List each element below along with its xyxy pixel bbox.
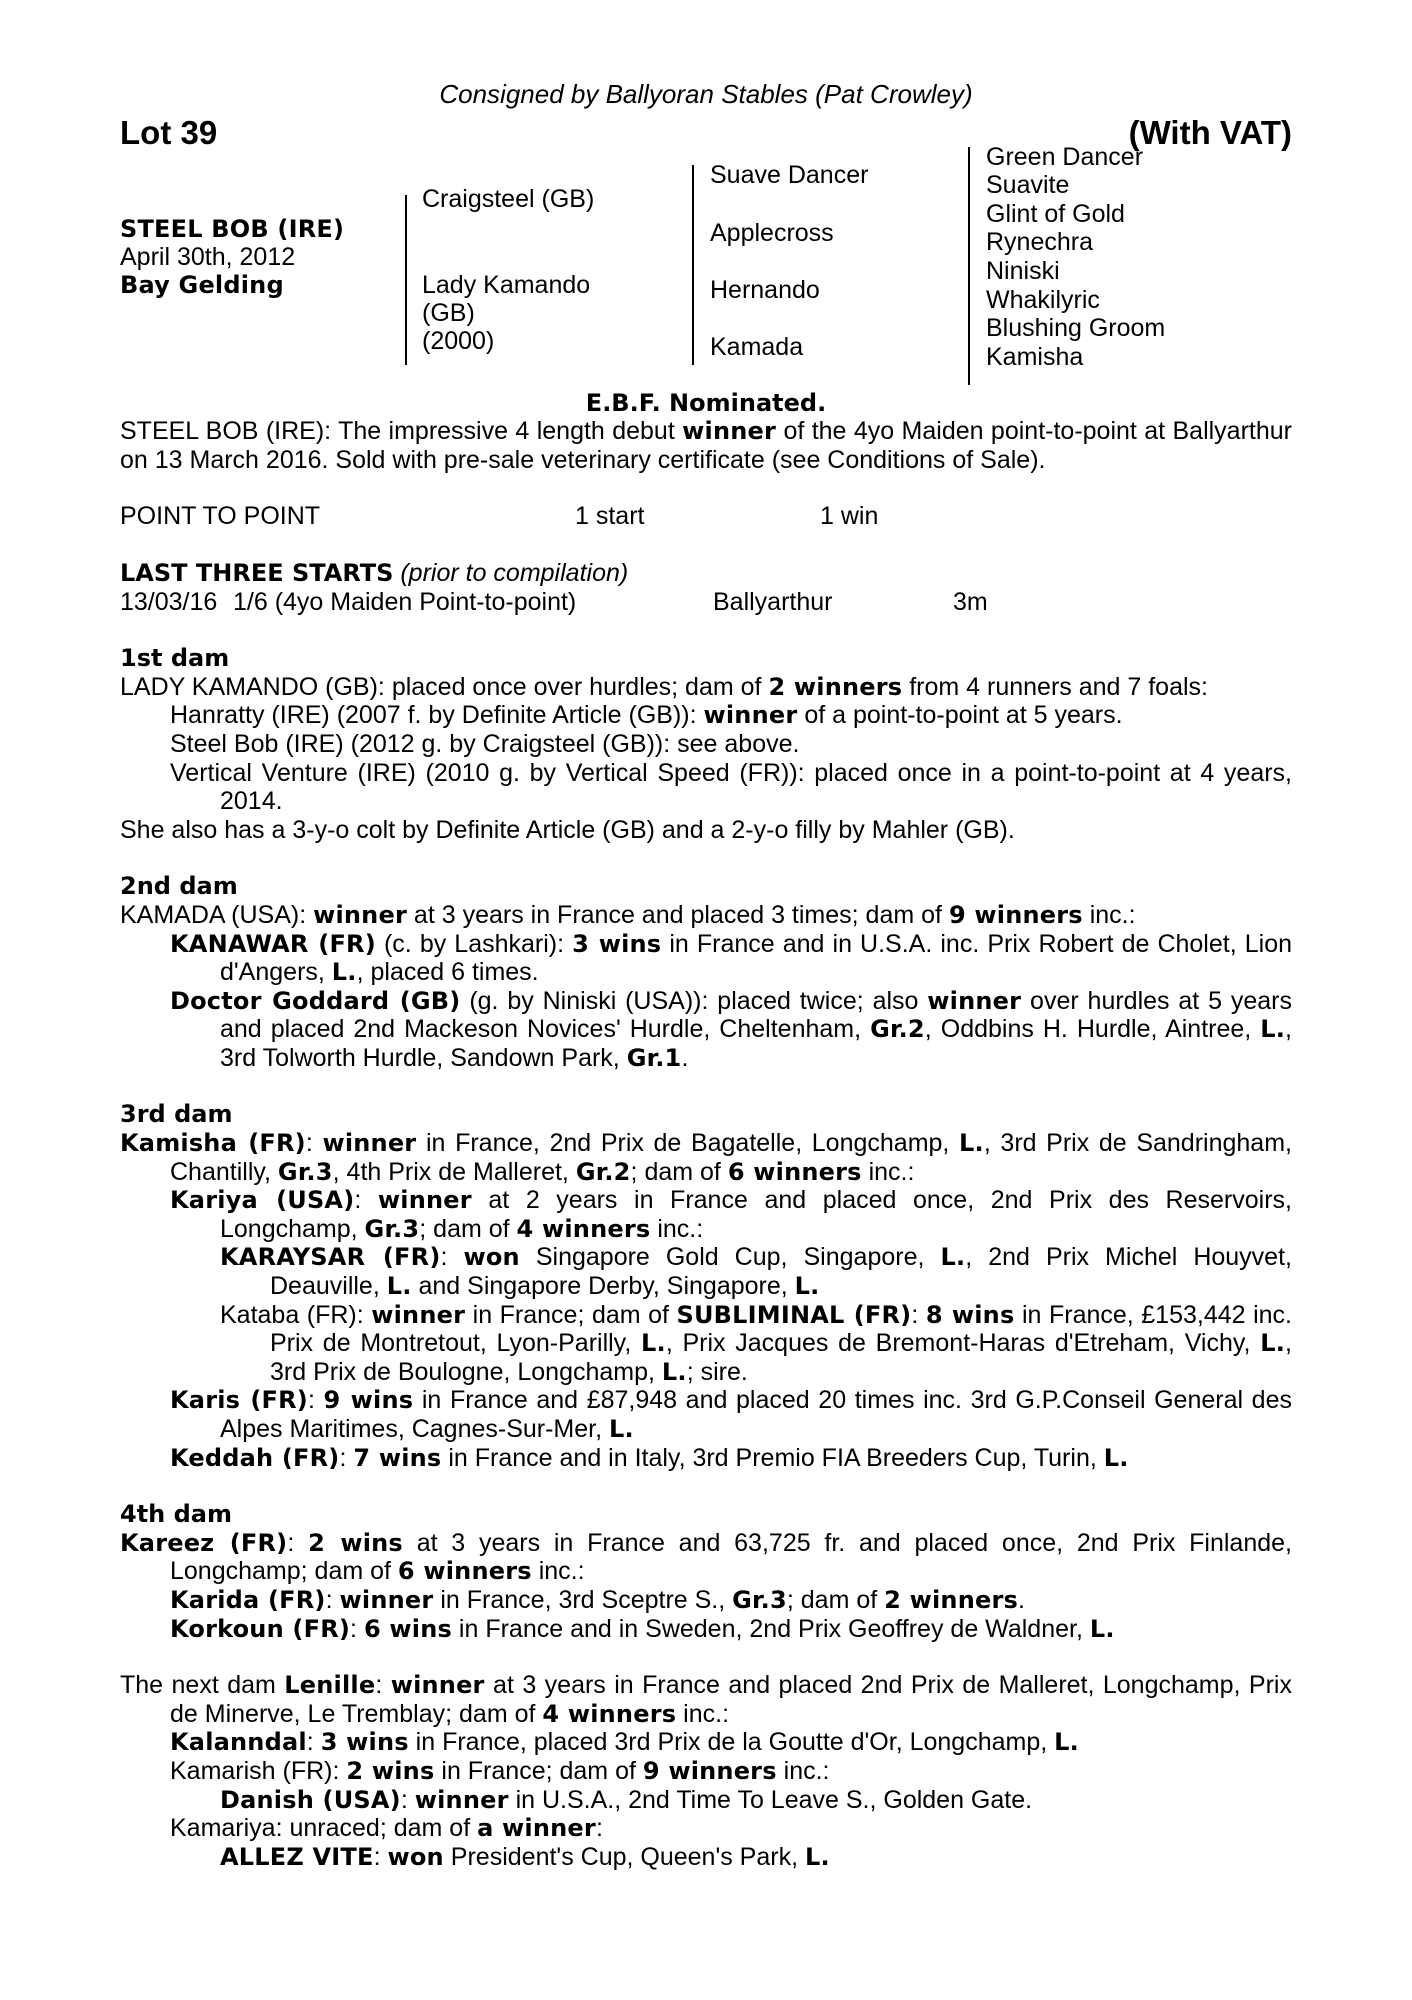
horse-dob: April 30th, 2012 bbox=[120, 242, 296, 271]
lot-number: Lot 39 bbox=[120, 113, 218, 151]
offspring-kamarish: Kamarish (FR): 2 wins in France; dam of 9 winners inc.: bbox=[170, 1756, 830, 1785]
ebf-nominated: E.B.F. Nominated. bbox=[585, 388, 827, 417]
fourth-dam-line: Kareez (FR): 2 wins at 3 years in France and 63,725 fr. and placed once, 2nd Prix Finlande, Longchamp; dam of 6 winners inc.: bbox=[120, 1528, 1292, 1586]
ggs-1: Green Dancer bbox=[986, 142, 1144, 171]
offspring-hanratty: Hanratty (IRE) (2007 f. by Definite Article (GB)): winner of a point-to-point at 5 years. bbox=[170, 701, 1123, 730]
start-date: 13/03/16 bbox=[120, 587, 218, 616]
ggs-5: Niniski bbox=[986, 256, 1060, 285]
catalogue-page bbox=[120, 80, 1292, 1871]
ptp-starts: 1 start bbox=[575, 502, 645, 531]
pedigree-gs4: Kamada bbox=[710, 332, 804, 361]
second-dam-heading: 2nd dam bbox=[120, 872, 238, 901]
first-dam-also: She also has a 3-y-o colt by Definite Article (GB) and a 2-y-o filly by Mahler (GB). bbox=[120, 815, 1015, 844]
offspring-karida: Karida (FR): winner in France, 3rd Sceptre S., Gr.3; dam of 2 winners. bbox=[170, 1585, 1025, 1614]
offspring-korkoun: Korkoun (FR): 6 wins in France and in Sweden, 2nd Prix Geoffrey de Waldner, L. bbox=[170, 1614, 1115, 1643]
pedigree-divider-1 bbox=[405, 195, 407, 365]
pedigree-divider-3 bbox=[968, 147, 970, 385]
pedigree-dam bbox=[422, 271, 590, 355]
ggs-4: Rynechra bbox=[986, 228, 1093, 257]
third-dam-line: Kamisha (FR): winner in France, 2nd Prix de Bagatelle, Longchamp, L., 3rd Prix de Sandringham, Chantilly, Gr.3, 4th Prix de Malleret, Gr.2; dam of 6 winners inc.: bbox=[120, 1129, 1292, 1186]
first-dam-heading: 1st dam bbox=[120, 644, 230, 673]
pedigree-sire: Craigsteel (GB) bbox=[422, 184, 595, 213]
offspring-danish: Danish (USA): winner in U.S.A., 2nd Time To Leave S., Golden Gate. bbox=[220, 1785, 1033, 1814]
offspring-kamariya: Kamariya: unraced; dam of a winner: bbox=[170, 1814, 603, 1843]
offspring-karaysar: KARAYSAR (FR): won Singapore Gold Cup, Singapore, L., 2nd Prix Michel Houyvet, Deauville, L. and Singapore Derby, Singapore, L. bbox=[220, 1243, 1292, 1301]
dam-country: (GB) bbox=[422, 298, 475, 327]
intro-paragraph: STEEL BOB (IRE): The impressive 4 length debut winner of the 4yo Maiden point-to-point at Ballyarthur on 13 March 2016. Sold with pre-sale veterinary certificate (see Conditions of Sale). bbox=[120, 417, 1292, 474]
offspring-kariya: Kariya (USA): winner at 2 years in France and placed once, 2nd Prix des Reservoirs, Longchamp, Gr.3; dam of 4 winners inc.: bbox=[170, 1186, 1292, 1243]
last-three-heading: LAST THREE STARTS (prior to compilation) bbox=[120, 558, 629, 587]
next-dam-line: The next dam Lenille: winner at 3 years in France and placed 2nd Prix de Malleret, Longchamp, Prix de Minerve, Le Tremblay; dam of 4 winners inc.: bbox=[120, 1671, 1292, 1728]
dam-year: (2000) bbox=[422, 326, 495, 355]
vat-label: (With VAT) bbox=[1128, 113, 1292, 151]
ggs-3: Glint of Gold bbox=[986, 199, 1125, 228]
start-course: Ballyarthur bbox=[713, 587, 833, 616]
last-start-detail bbox=[120, 588, 1292, 617]
start-result: 1/6 (4yo Maiden Point-to-point) bbox=[233, 587, 577, 616]
offspring-doctor-goddard: Doctor Goddard (GB) (g. by Niniski (USA)): placed twice; also winner over hurdles at 5 years and placed 2nd Mackeson Novices' Hurdle, Cheltenham, Gr.2, Oddbins H. Hurdle, Aintree, L., 3rd Tolworth Hurdle, Sandown Park, Gr.1. bbox=[170, 986, 1292, 1072]
offspring-steel-bob: Steel Bob (IRE) (2012 g. by Craigsteel (GB)): see above. bbox=[170, 729, 800, 758]
horse-type: Bay Gelding bbox=[120, 270, 284, 299]
start-distance: 3m bbox=[953, 587, 988, 616]
third-dam-heading: 3rd dam bbox=[120, 1100, 233, 1129]
fourth-dam-heading: 4th dam bbox=[120, 1500, 232, 1529]
horse-info bbox=[120, 215, 344, 299]
second-dam-line: KAMADA (USA): winner at 3 years in France and placed 3 times; dam of 9 winners inc.: bbox=[120, 900, 1136, 929]
dam-name: Lady Kamando bbox=[422, 270, 591, 299]
offspring-vertical-venture: Vertical Venture (IRE) (2010 g. by Vertical Speed (FR)): placed once in a point-to-point at 4 years, 2014. bbox=[170, 758, 1292, 816]
pedigree-table bbox=[120, 142, 1292, 393]
pedigree-gs1: Suave Dancer bbox=[710, 160, 869, 189]
offspring-allez-vite: ALLEZ VITE: won President's Cup, Queen's Park, L. bbox=[220, 1842, 830, 1871]
ptp-label: POINT TO POINT bbox=[120, 502, 321, 531]
ggs-6: Whakilyric bbox=[986, 285, 1100, 314]
pedigree-ggs bbox=[986, 143, 1165, 372]
ptp-wins: 1 win bbox=[820, 502, 879, 531]
offspring-kanawar: KANAWAR (FR) (c. by Lashkari): 3 wins in France and in U.S.A. inc. Prix Robert de Cholet, Lion d'Angers, L., placed 6 times. bbox=[170, 929, 1292, 987]
pedigree-gs2: Applecross bbox=[710, 218, 834, 247]
point-to-point-record bbox=[120, 502, 1292, 531]
offspring-kataba: Kataba (FR): winner in France; dam of SUBLIMINAL (FR): 8 wins in France, £153,442 inc. Prix de Montretout, Lyon-Parilly, L., Prix Jacques de Bremont-Haras d'Etreham, Vichy, L., 3rd Prix de Boulogne, Longchamp, L.; sire. bbox=[220, 1300, 1292, 1386]
ggs-8: Kamisha bbox=[986, 342, 1084, 371]
consignor-line: Consigned by Ballyoran Stables (Pat Crowley) bbox=[439, 79, 973, 109]
ggs-7: Blushing Groom bbox=[986, 314, 1166, 343]
pedigree-divider-2 bbox=[692, 165, 694, 365]
first-dam-line: LADY KAMANDO (GB): placed once over hurdles; dam of 2 winners from 4 runners and 7 foals: bbox=[120, 672, 1208, 701]
offspring-keddah: Keddah (FR): 7 wins in France and in Italy, 3rd Premio FIA Breeders Cup, Turin, L. bbox=[170, 1443, 1129, 1472]
offspring-kalanndal: Kalanndal: 3 wins in France, placed 3rd Prix de la Goutte d'Or, Longchamp, L. bbox=[170, 1728, 1079, 1757]
ggs-2: Suavite bbox=[986, 171, 1070, 200]
horse-name: STEEL BOB (IRE) bbox=[120, 214, 345, 243]
offspring-karis: Karis (FR): 9 wins in France and £87,948 and placed 20 times inc. 3rd G.P.Conseil General des Alpes Maritimes, Cagnes-Sur-Mer, L. bbox=[170, 1386, 1292, 1443]
pedigree-gs3: Hernando bbox=[710, 275, 820, 304]
